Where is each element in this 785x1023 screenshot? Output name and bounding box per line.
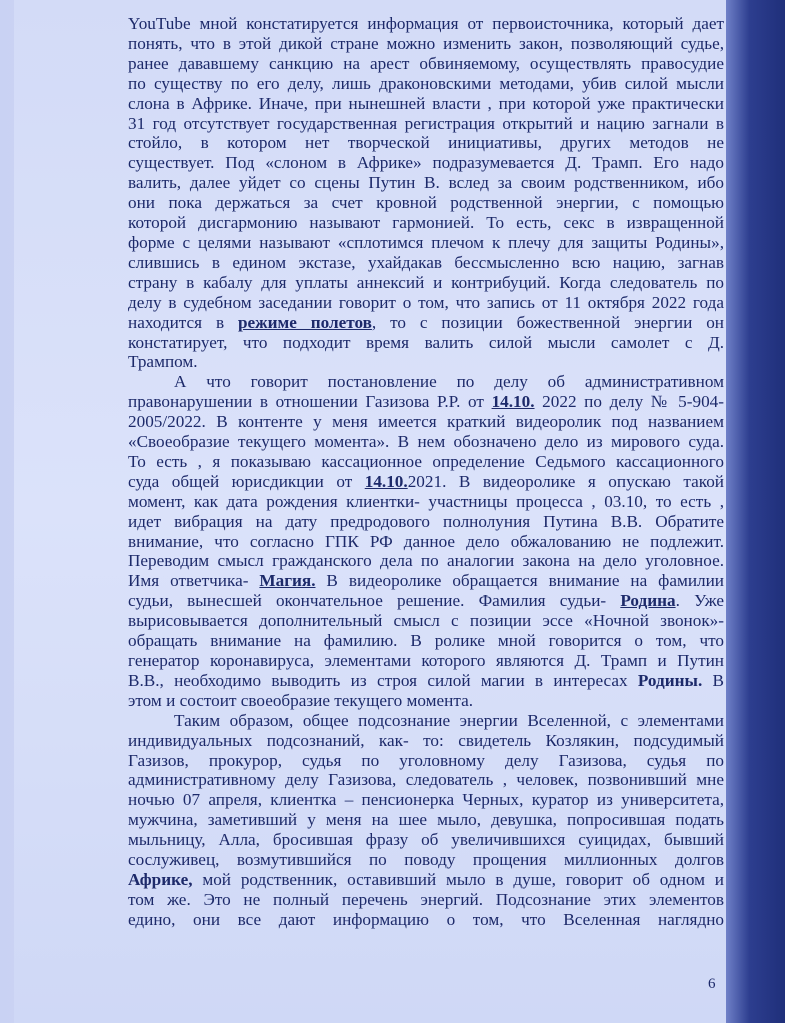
text-line: Имя ответчика- Магия. В видеоролике обращается внимание на фамилии — [128, 571, 724, 591]
text-line: правонарушении в отношении Газизова Р.Р. от 14.10. 2022 по делу № 5-904- — [128, 392, 725, 412]
paragraph-3 — [128, 711, 724, 930]
text-line: ночью 07 апреля, клиентка – пенсионерка Черных, куратор из университета, — [128, 790, 724, 810]
text-line: Газизов, прокурор, судья по уголовному делу Газизова, судья по — [128, 750, 724, 770]
text-line: 31 год отсутствует государственная регистрация открытий и нацию загнали в — [128, 113, 724, 133]
text-line: суда общей юрисдикции от 14.10.2021. В видеоролике я опускаю такой — [128, 471, 724, 491]
text-line: Африке, мой родственник, оставивший мыло в душе, говорит об одном и — [128, 869, 724, 889]
text-line: «Своеобразие текущего момента». В нем обозначено дело из мирового суда. — [128, 432, 724, 452]
text-line: по существу по его делу, лишь драконовскими методами, убив силой мысли — [128, 73, 724, 93]
text-line: находится в режиме полетов, то с позиции божественной энергии он — [128, 312, 724, 332]
text-line: едино, они все дают информацию о том, что Вселенная наглядно — [128, 909, 724, 929]
text-line: внимание, что согласно ГПК РФ данное дело обжалованию не подлежит. — [128, 531, 724, 551]
text-line: индивидуальных подсознаний, как- то: свидетель Козлякин, подсудимый — [128, 730, 724, 750]
text-line: 2005/2022. В контенте у меня имеется краткий видеоролик под названием — [128, 412, 724, 432]
text-line: момент, как дата рождения клиентки- участницы процесса , 03.10, то есть , — [128, 491, 724, 511]
text-line: А что говорит постановление по делу об административном — [174, 372, 724, 392]
text-line: мужчина, заметивший у меня на шее мыло, девушка, попросившая подать — [128, 810, 724, 830]
text-line: валить, далее уйдет со сцены Путин В. вслед за своим родственником, ибо — [128, 173, 724, 193]
text-line: Переводим смысл гражданского дела по аналогии закона на дело уголовное. — [128, 551, 724, 571]
text-line: существует. Под «слоном в Африке» подразумевается Д. Трамп. Его надо — [128, 153, 724, 173]
text-line: YouTube мной констатируется информация от первоисточника, который дает — [128, 14, 724, 33]
text-line: форме с целями называют «сплотимся плечом к плечу для защиты Родины», — [128, 232, 724, 252]
text-line: страну в кабалу для уплаты аннексий и контрибуций. Когда следователь по — [128, 272, 724, 292]
text-line: сослуживец, возмутившийся по поводу прощения миллионных долгов — [128, 850, 724, 870]
text-line: делу в судебном заседании говорит о том, что запись от 11 октября 2022 года — [128, 292, 724, 312]
text-line: То есть , я показываю кассационное определение Седьмого кассационного — [128, 451, 724, 471]
text-line: идет вибрация на дату предродового полнолуния Путина В.В. Обратите — [128, 511, 724, 531]
text-line: вырисовывается дополнительный смысл с позиции эссе «Ночной звонок»- — [128, 611, 724, 631]
paragraph-1 — [128, 14, 724, 372]
text-line: ранее дававшему санкцию на арест обвиняемому, осуществлять правосудие — [128, 53, 724, 73]
text-line: слона в Африке. Иначе, при нынешней власти , при которой уже практически — [128, 93, 724, 113]
text-line: судьи, вынесшей окончательное решение. Фамилия судьи- Родина. Уже — [128, 591, 725, 611]
text-line: том же. Это не полный перечень энергий. Подсознание этих элементов — [128, 889, 724, 909]
text-line: мыльницу, Алла, бросившая фразу об увеличившихся суицидах, бывший — [128, 830, 724, 850]
text-line: В.В., необходимо выводить из строя силой магии в интересах Родины. В — [128, 670, 724, 690]
text-line: понять, что в этой дикой стране можно изменить закон, позволяющий судье, — [128, 33, 724, 53]
page-number: 6 — [708, 976, 716, 992]
text-line: они пока держаться за счет кровной родственной энергии, с помощью — [128, 193, 724, 213]
text-line: стойло, в котором нет творческой инициативы, других методов не — [128, 133, 724, 153]
text-line: этом и состоит своеобразие текущего момента. — [128, 690, 473, 710]
text-line: Таким образом, общее подсознание энергии Вселенной, с элементами — [174, 710, 724, 730]
text-line: констатирует, что подходит время валить силой мысли самолет с Д. — [128, 332, 724, 352]
text-line: которой дисгармонию называют гармонией. То есть, секс в извращенной — [128, 213, 724, 233]
text-line: Трампом. — [128, 352, 198, 372]
text-line: обращать внимание на фамилию. В ролике мной говорится о том, что — [128, 631, 724, 651]
document-body — [128, 14, 724, 930]
paragraph-2 — [128, 372, 724, 710]
scan-shadow-edge — [726, 0, 785, 1023]
text-line: генератор коронавируса, элементами которого являются Д. Трамп и Путин — [128, 651, 724, 670]
text-line: административному делу Газизова, следователь , человек, позвонивший мне — [128, 770, 724, 790]
text-line: слившись в едином экстазе, ухайдакав бессмысленно всю нацию, загнав — [128, 252, 724, 272]
